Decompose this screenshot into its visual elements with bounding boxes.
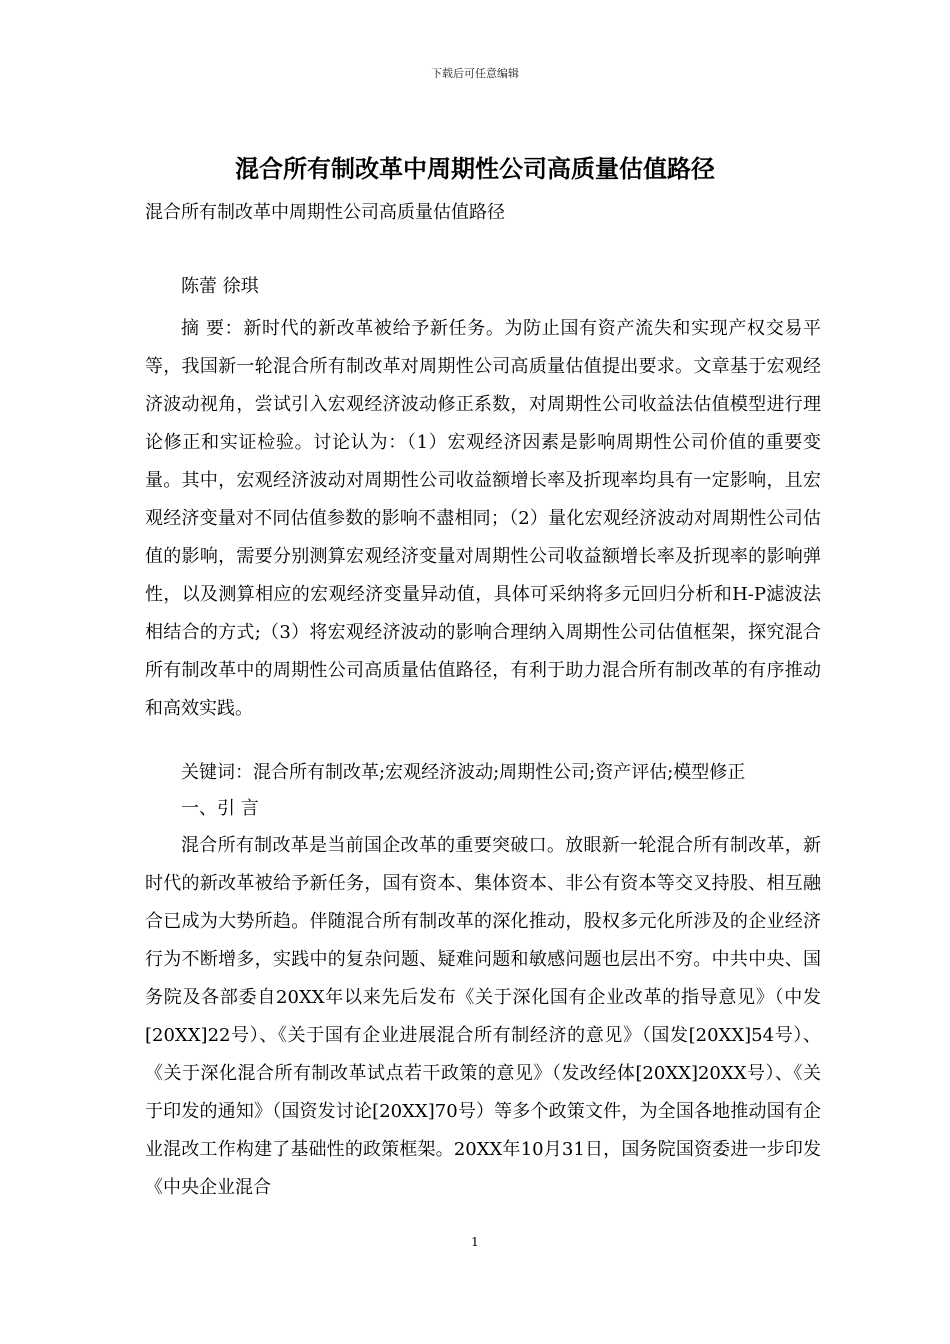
keywords-line: 关键词：混合所有制改革;宏观经济波动;周期性公司;资产评估;模型修正 xyxy=(181,762,746,783)
document-title: 混合所有制改革中周期性公司高质量估值路径 xyxy=(235,155,715,183)
header-note: 下载后可任意编辑 xyxy=(431,67,519,80)
abstract-paragraph: 摘 要：新时代的新改革被给予新任务。为防止国有资产流失和实现产权交易平等，我国新一轮混合所有制改革对周期性公司高质量估值提出要求。文章基于宏观经济波动视角，尝试引入宏观经济波动修正系数，对周期性公司收益法估值模型进行理论修正和实证检验。讨论认为：（1）宏观经济因素是影响周期性公司价值的重要变量。其中，宏观经济波动对周期性公司收益额增长率及折现率均具有一定影响，且宏观经济变量对不同估值参数的影响不盡相同；（2）量化宏观经济波动对周期性公司估值的影响，需要分别测算宏观经济变量对周期性公司收益额增长率及折现率的影响弹性，以及测算相应的宏观经济变量异动值，具体可采纳将多元回归分析和H-P滤波法相结合的方式;（3）将宏观经济波动的影响合理纳入周期性公司估值框架，探究混合所有制改革中的周期性公司高质量估值路径，有利于助力混合所有制改革的有序推动和高效实践。 xyxy=(145,318,821,719)
page-number: 1 xyxy=(471,1235,479,1249)
section-heading: 一、引 言 xyxy=(181,798,259,819)
author-names xyxy=(145,268,821,306)
author-names-text: 陈蕾 徐琪 xyxy=(181,276,259,297)
document-subtitle: 混合所有制改革中周期性公司高质量估值路径 xyxy=(145,202,505,223)
intro-paragraph: 混合所有制改革是当前国企改革的重要突破口。放眼新一轮混合所有制改革，新时代的新改革被给予新任务，国有资本、集体资本、非公有资本等交叉持股、相互融合已成为大势所趋。伴随混合所有制改革的深化推动，股权多元化所涉及的企业经济行为不断增多，实践中的复杂问题、疑难问题和敏感问题也层出不穷。中共中央、国务院及各部委自20XX年以来先后发布《关于深化国有企业改革的指导意见》（中发[20XX]22号）、《关于国有企业进展混合所有制经济的意见》（国发[20XX]54号）、《关于深化混合所有制改革试点若干政策的意见》（发改经体[20XX]20XX号）、《关于印发的通知》（国资发讨论[20XX]70号）等多个政策文件，为全国各地推动国有企业混改工作构建了基础性的政策框架。20XX年10月31日，国务院国资委进一步印发《中央企业混合 xyxy=(145,835,821,1198)
